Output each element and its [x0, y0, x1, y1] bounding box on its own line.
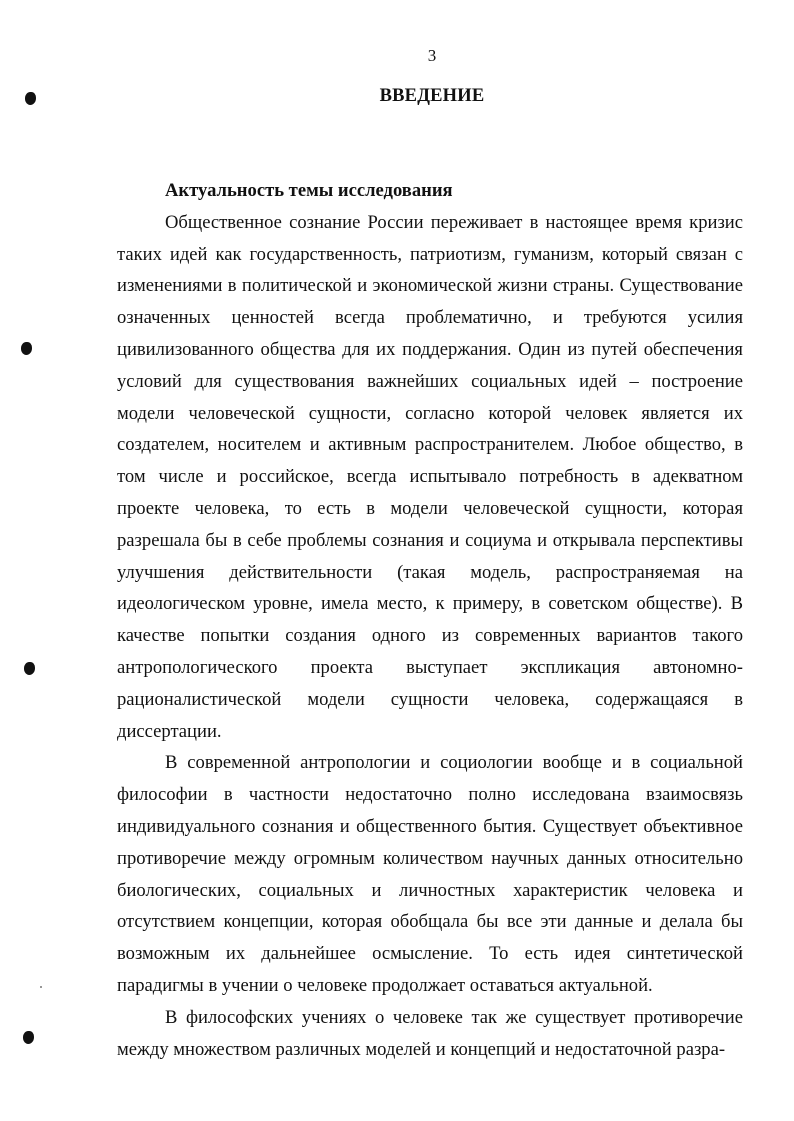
paragraph: Общественное сознание России переживает в настоящее время кризис таких идей как государственность, патриотизм, гуманизм, который связан с изменениями в политической и экономической жизни страны. Существование означенных ценностей всегда проблематично, и требуются усилия цивилизованного общества для их поддержания. Один из путей обеспечения условий для существования важнейших социальных идей – построение модели человеческой сущности, согласно которой человек является их создателем, носителем и активным распространителем. Любое общество, в том числе и российское, всегда испытывало потребность в адекватном проекте человека, то есть в модели человеческой сущности, которая разрешала бы в себе проблемы сознания и социума и открывала перспективы улучшения действительности (такая модель, распространяемая на идеологическом уровне, имела место, к примеру, в советском обществе). В качестве попытки создания одного из современных вариантов такого антропологического проекта выступает экспликация автономно-рационалистической модели сущности человека, содержащаяся в диссертации. [117, 211, 743, 742]
section-heading: Актуальность темы исследования [165, 180, 453, 201]
paragraph: В современной антропологии и социологии вообще и в социальной философии в частности недостаточно полно исследована взаимосвязь индивидуального сознания и общественного бытия. Существует объективное противоречие между огромным количеством научных данных относительно биологических, социальных и личностных характеристик человека и отсутствием концепции, которая обобщала бы все эти данные и делала бы возможным их дальнейшее осмысление. То есть идея синтетической парадигмы в учении о человеке продолжает оставаться актуальной. [117, 752, 743, 996]
binding-hole-mark [23, 1031, 34, 1044]
scan-speck [40, 986, 42, 988]
binding-hole-mark [24, 662, 35, 675]
document-body [117, 175, 743, 1065]
binding-hole-mark [25, 92, 36, 105]
paragraph: В философских учениях о человеке так же существует противоречие между множеством различных моделей и концепций и недостаточной разра- [117, 1006, 743, 1060]
page-title: ВВЕДЕНИЕ [379, 86, 485, 106]
page-number: 3 [427, 46, 437, 65]
binding-hole-mark [21, 342, 32, 355]
